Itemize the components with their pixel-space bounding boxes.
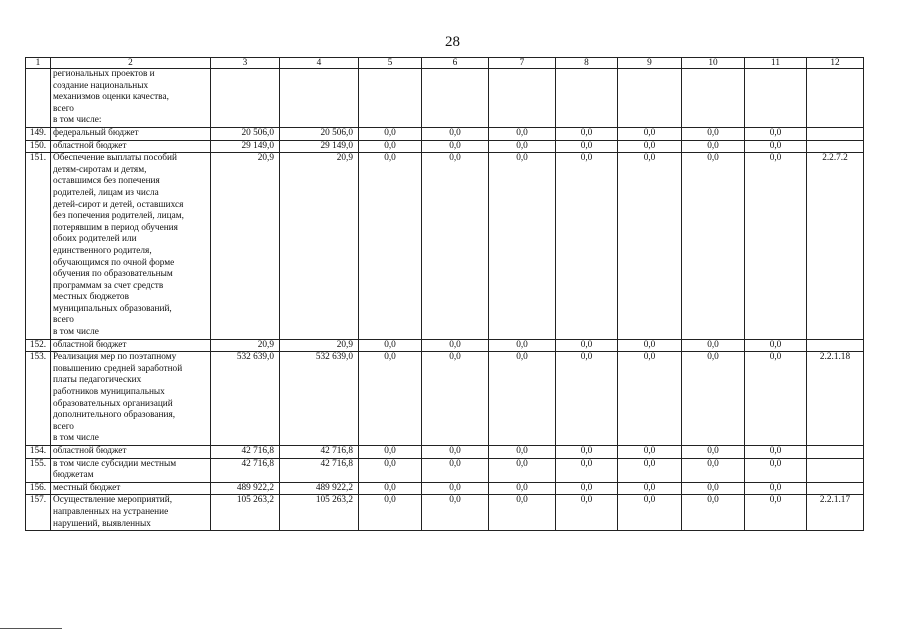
description-cell: Реализация мер по поэтапному повышению средней заработной платы педагогических работников муниципальных образовательных организаций дополнительного образования, всего в том числе	[51, 352, 211, 446]
amount-cell: 489 922,2	[280, 482, 359, 495]
reference-cell	[807, 339, 864, 352]
value-cell: 0,0	[745, 153, 807, 340]
description-cell: областной бюджет	[51, 339, 211, 352]
value-cell: 0,0	[618, 352, 682, 446]
value-cell: 0,0	[745, 352, 807, 446]
value-cell: 0,0	[745, 495, 807, 531]
column-header: 2	[51, 58, 211, 69]
value-cell: 0,0	[556, 458, 618, 482]
value-cell: 0,0	[359, 458, 422, 482]
value-cell: 0,0	[489, 495, 556, 531]
value-cell: 0,0	[489, 446, 556, 459]
amount-cell: 29 149,0	[211, 140, 280, 153]
value-cell: 0,0	[489, 339, 556, 352]
column-number-header-row	[26, 58, 864, 69]
column-header: 3	[211, 58, 280, 69]
amount-cell: 20,9	[280, 153, 359, 340]
value-cell: 0,0	[556, 153, 618, 340]
table-row	[26, 339, 864, 352]
amount-cell	[211, 69, 280, 128]
value-cell: 0,0	[618, 153, 682, 340]
value-cell: 0,0	[556, 352, 618, 446]
amount-cell: 532 639,0	[280, 352, 359, 446]
value-cell	[422, 69, 489, 128]
column-header: 10	[682, 58, 745, 69]
value-cell: 0,0	[682, 339, 745, 352]
value-cell: 0,0	[682, 127, 745, 140]
value-cell: 0,0	[682, 482, 745, 495]
table-row	[26, 140, 864, 153]
column-header: 11	[745, 58, 807, 69]
value-cell: 0,0	[618, 482, 682, 495]
value-cell: 0,0	[556, 127, 618, 140]
amount-cell: 42 716,8	[280, 458, 359, 482]
value-cell: 0,0	[422, 339, 489, 352]
row-number-cell: 154.	[26, 446, 51, 459]
value-cell	[618, 69, 682, 128]
value-cell: 0,0	[359, 153, 422, 340]
amount-cell: 20 506,0	[211, 127, 280, 140]
footnote-divider	[0, 628, 62, 629]
value-cell: 0,0	[745, 127, 807, 140]
value-cell: 0,0	[422, 446, 489, 459]
value-cell: 0,0	[489, 482, 556, 495]
table-row	[26, 495, 864, 531]
value-cell	[682, 69, 745, 128]
reference-cell	[807, 69, 864, 128]
value-cell: 0,0	[682, 140, 745, 153]
description-cell: региональных проектов и создание национальных механизмов оценки качества, всего в том числе:	[51, 69, 211, 128]
value-cell: 0,0	[422, 352, 489, 446]
value-cell: 0,0	[556, 339, 618, 352]
value-cell: 0,0	[618, 140, 682, 153]
value-cell: 0,0	[682, 446, 745, 459]
description-cell: в том числе субсидии местным бюджетам	[51, 458, 211, 482]
description-cell: местный бюджет	[51, 482, 211, 495]
row-number-cell: 157.	[26, 495, 51, 531]
reference-cell	[807, 127, 864, 140]
value-cell	[359, 69, 422, 128]
row-number-cell: 149.	[26, 127, 51, 140]
value-cell: 0,0	[745, 446, 807, 459]
value-cell: 0,0	[422, 127, 489, 140]
description-cell: областной бюджет	[51, 140, 211, 153]
row-number-cell: 151.	[26, 153, 51, 340]
value-cell: 0,0	[422, 482, 489, 495]
value-cell: 0,0	[618, 446, 682, 459]
value-cell: 0,0	[556, 482, 618, 495]
reference-cell: 2.2.1.17	[807, 495, 864, 531]
reference-cell	[807, 140, 864, 153]
description-cell: федеральный бюджет	[51, 127, 211, 140]
value-cell: 0,0	[489, 458, 556, 482]
amount-cell: 20 506,0	[280, 127, 359, 140]
value-cell	[745, 69, 807, 128]
value-cell: 0,0	[359, 495, 422, 531]
value-cell	[556, 69, 618, 128]
amount-cell	[280, 69, 359, 128]
reference-cell: 2.2.7.2	[807, 153, 864, 340]
column-header: 8	[556, 58, 618, 69]
column-header: 12	[807, 58, 864, 69]
reference-cell: 2.2.1.18	[807, 352, 864, 446]
value-cell: 0,0	[359, 339, 422, 352]
value-cell: 0,0	[682, 495, 745, 531]
amount-cell: 532 639,0	[211, 352, 280, 446]
column-header: 1	[26, 58, 51, 69]
value-cell: 0,0	[556, 446, 618, 459]
description-cell: Осуществление мероприятий, направленных на устранение нарушений, выявленных	[51, 495, 211, 531]
value-cell: 0,0	[745, 140, 807, 153]
value-cell: 0,0	[422, 153, 489, 340]
amount-cell: 489 922,2	[211, 482, 280, 495]
page-number: 28	[445, 34, 460, 50]
reference-cell	[807, 446, 864, 459]
column-header: 5	[359, 58, 422, 69]
value-cell: 0,0	[682, 153, 745, 340]
table-row	[26, 446, 864, 459]
value-cell: 0,0	[682, 352, 745, 446]
amount-cell: 20,9	[211, 153, 280, 340]
column-header: 4	[280, 58, 359, 69]
value-cell: 0,0	[618, 127, 682, 140]
table-row	[26, 352, 864, 446]
value-cell: 0,0	[682, 458, 745, 482]
row-number-cell: 156.	[26, 482, 51, 495]
value-cell: 0,0	[422, 140, 489, 153]
value-cell: 0,0	[422, 495, 489, 531]
table-row	[26, 69, 864, 128]
value-cell: 0,0	[422, 458, 489, 482]
amount-cell: 42 716,8	[280, 446, 359, 459]
amount-cell: 105 263,2	[211, 495, 280, 531]
column-header: 7	[489, 58, 556, 69]
value-cell: 0,0	[359, 140, 422, 153]
value-cell: 0,0	[745, 339, 807, 352]
value-cell: 0,0	[618, 495, 682, 531]
value-cell: 0,0	[359, 446, 422, 459]
row-number-cell: 152.	[26, 339, 51, 352]
amount-cell: 105 263,2	[280, 495, 359, 531]
amount-cell: 20,9	[211, 339, 280, 352]
row-number-cell	[26, 69, 51, 128]
value-cell: 0,0	[489, 140, 556, 153]
table-row	[26, 127, 864, 140]
amount-cell: 20,9	[280, 339, 359, 352]
column-header: 9	[618, 58, 682, 69]
value-cell: 0,0	[556, 495, 618, 531]
value-cell: 0,0	[745, 482, 807, 495]
value-cell: 0,0	[489, 127, 556, 140]
reference-cell	[807, 458, 864, 482]
value-cell: 0,0	[359, 482, 422, 495]
column-header: 6	[422, 58, 489, 69]
table-row	[26, 482, 864, 495]
budget-table	[25, 57, 864, 531]
description-cell: Обеспечение выплаты пособий детям-сиротам и детям, оставшимся без попечения родителей, лицам из числа детей-сирот и детей, оставшихся без попечения родителей, лицам, потерявшим в период обучения обоих родителей или единственного родителя, обучающимся по очной форме обучения по образовательным программам за счет средств местных бюджетов муниципальных образований, всего в том числе	[51, 153, 211, 340]
value-cell: 0,0	[556, 140, 618, 153]
table-row	[26, 153, 864, 340]
row-number-cell: 155.	[26, 458, 51, 482]
value-cell: 0,0	[359, 127, 422, 140]
description-cell: областной бюджет	[51, 446, 211, 459]
row-number-cell: 153.	[26, 352, 51, 446]
reference-cell	[807, 482, 864, 495]
table-row	[26, 458, 864, 482]
value-cell: 0,0	[359, 352, 422, 446]
value-cell: 0,0	[745, 458, 807, 482]
value-cell	[489, 69, 556, 128]
value-cell: 0,0	[489, 352, 556, 446]
amount-cell: 42 716,8	[211, 458, 280, 482]
value-cell: 0,0	[618, 339, 682, 352]
amount-cell: 42 716,8	[211, 446, 280, 459]
row-number-cell: 150.	[26, 140, 51, 153]
value-cell: 0,0	[618, 458, 682, 482]
table-body	[26, 58, 864, 531]
value-cell: 0,0	[489, 153, 556, 340]
amount-cell: 29 149,0	[280, 140, 359, 153]
